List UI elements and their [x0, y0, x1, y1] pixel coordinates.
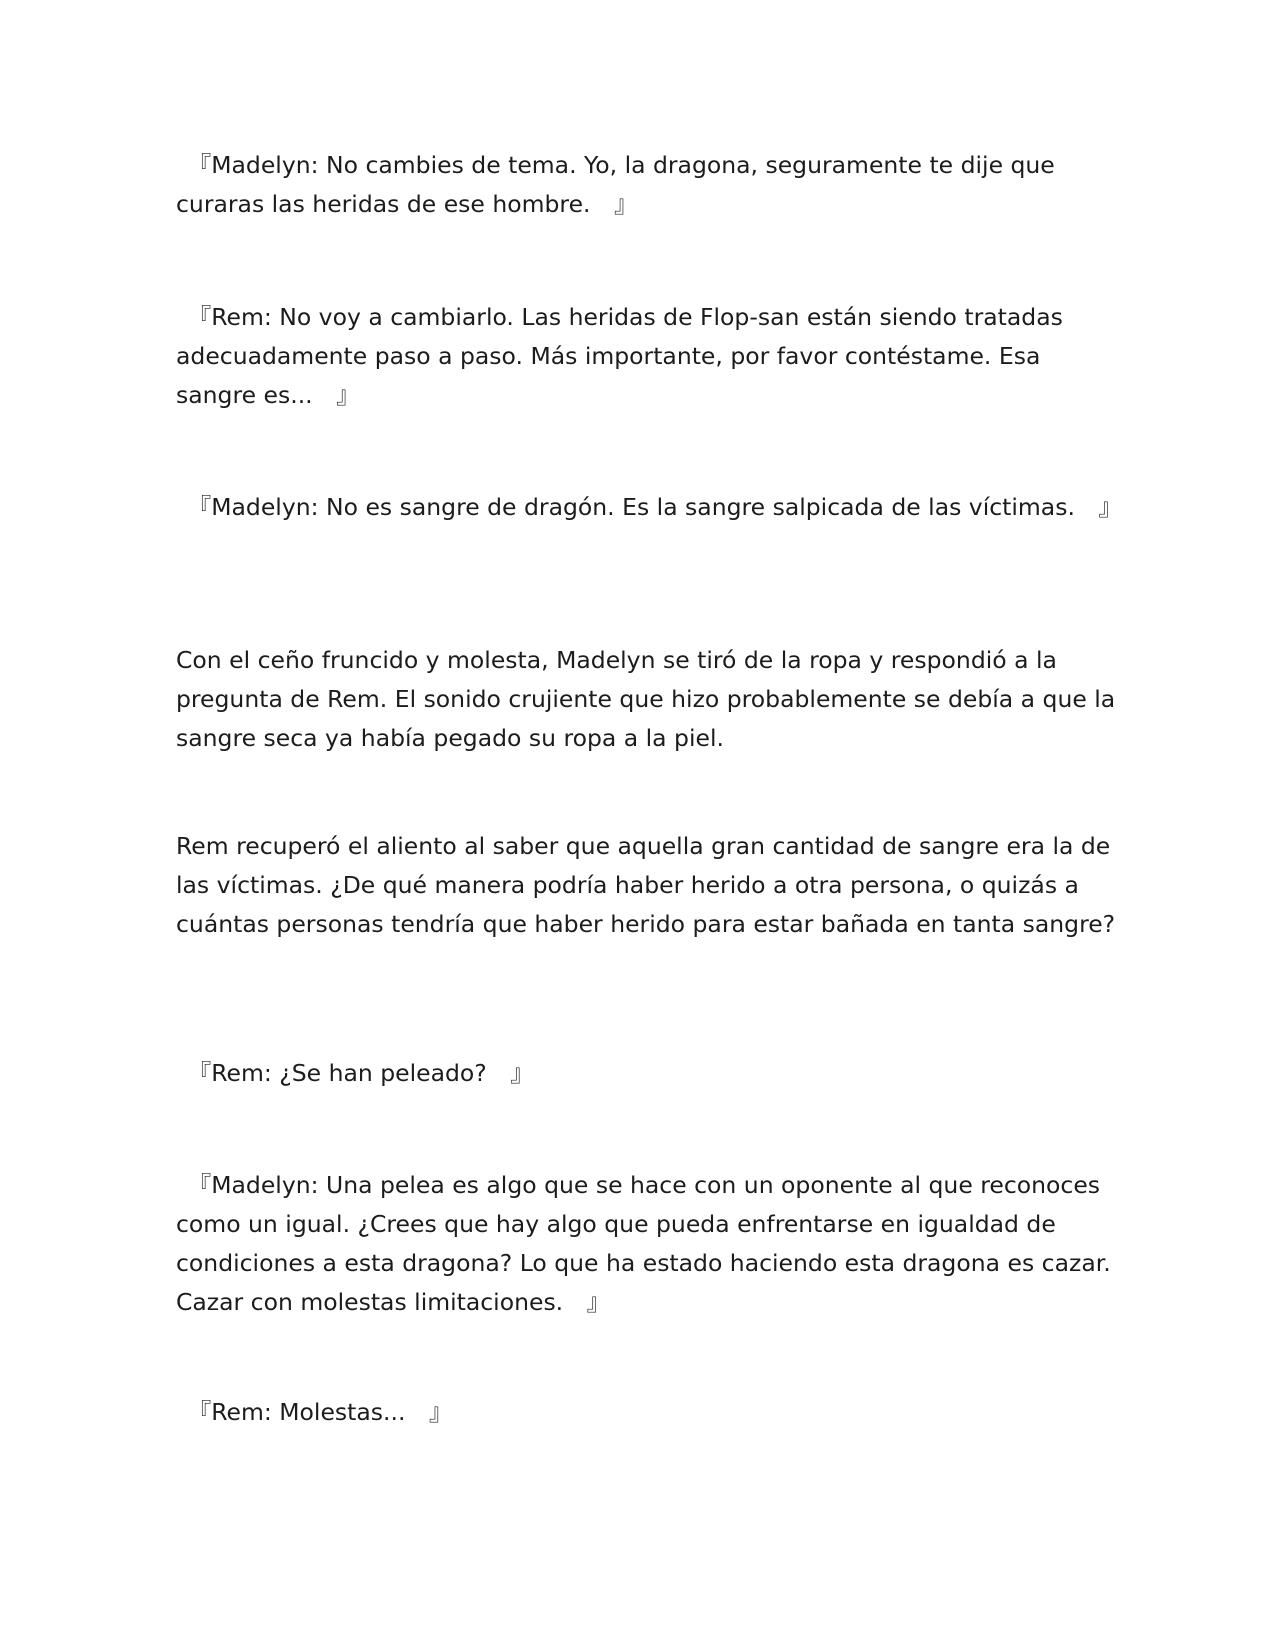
paragraph-8: 『Rem: Molestas... 』	[176, 1398, 453, 1426]
paragraph-6: 『Rem: ¿Se han peleado? 』	[176, 1059, 534, 1087]
paragraph-4: Con el ceño fruncido y molesta, Madelyn se tiró de la ropa y respondió a la pregunta de Rem. El sonido crujiente que hizo probablemente se debía a que la sangre seca ya había pegado su ropa a la piel.	[176, 646, 1116, 752]
paragraph-7: 『Madelyn: Una pelea es algo que se hace con un oponente al que reconoces como un igual. ¿Crees que hay algo que pueda enfrentarse en igualdad de condiciones a esta dragona? Lo que ha estado haciendo esta dragona es cazar. Cazar con molestas limitaciones. 』	[176, 1171, 1111, 1316]
paragraph-1: 『Madelyn: No cambies de tema. Yo, la dragona, seguramente te dije que curaras las heridas de ese hombre. 』	[176, 151, 1055, 218]
paragraph-5: Rem recuperó el aliento al saber que aquella gran cantidad de sangre era la de las víctimas. ¿De qué manera podría haber herido a otra persona, o quizás a cuántas personas tendría que haber herido para estar bañada en tanta sangre?	[176, 832, 1116, 938]
paragraph-2: 『Rem: No voy a cambiarlo. Las heridas de Flop-san están siendo tratadas adecuadamente paso a paso. Más importante, por favor contéstame. Esa sangre es... 』	[176, 303, 1063, 409]
paragraph-3: 『Madelyn: No es sangre de dragón. Es la sangre salpicada de las víctimas. 』	[176, 493, 1122, 521]
